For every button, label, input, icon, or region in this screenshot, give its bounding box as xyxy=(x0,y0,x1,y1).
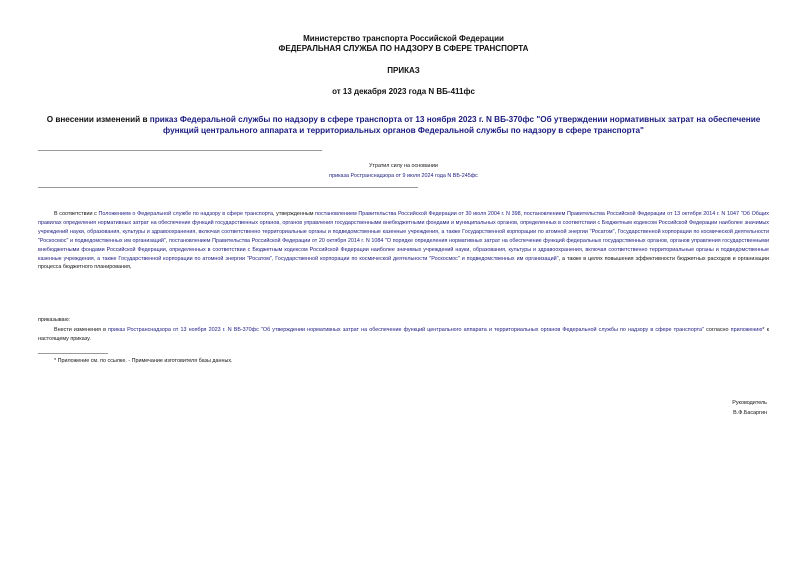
title-prefix: О внесении изменений в xyxy=(46,115,150,124)
amended-order-link[interactable]: приказ Ространснадзора от 13 ноября 2023 г. N ВБ-370фс "Об утверждении нормативных затрат на обеспечение функций центрального аппарата и территориальных органов Федеральной службы по надзору в сфере транспорта" xyxy=(108,327,704,333)
decree-398-link[interactable]: постановлением Правительства Российской Федерации от 30 июля 2004 г. N 398 xyxy=(315,211,521,217)
preamble-text-1: В соответствии с xyxy=(54,211,99,217)
preamble-text-4: , xyxy=(165,237,169,244)
preamble-text-3: , xyxy=(520,211,524,217)
document-title xyxy=(30,114,777,136)
decree-1084-link[interactable]: постановлением Правительства Российской Федерации от 20 октября 2014 г. N 1084 "О порядке определения нормативных затрат на обеспечение функций федеральных государственных органов, органов управления государственными внебюджетными фондами Российской Федерации, определенных в соответствии с Бюджетным кодексом Российской Федерации наиболее значимых учреждений науки, образования, культуры и здравоохранения, включая соответственно территориальные органы и подведомственные казенные учреждения, а также Государственной корпорации по атомной энергии "Росатом", Государственной корпорации по космической деятельности "Роскосмос" и подведомственных им организаций" xyxy=(38,237,769,262)
status-note: Утратил силу на основании xyxy=(369,163,438,169)
title-order-link[interactable]: приказ Федеральной службы по надзору в сфере транспорта от 13 ноября 2023 г. N ВБ-370фс "Об утверждении нормативных затрат на обеспечение функций центрального аппарата и территориальных органов Федеральной службы по надзору в сфере транспорта" xyxy=(149,115,761,135)
divider-top xyxy=(38,150,322,151)
decree-1047-link[interactable]: постановлением Правительства Российской Федерации от 13 октября 2014 г. N 1047 "Об Общих правилах определения нормативных затрат на обеспечение функций государственных органов, органов управления государственными внебюджетными фондами и муниципальных органов, определенных в соответствии с Бюджетным кодексом Российской Федерации наиболее значимых учреждений науки, образования, культуры и здравоохранения, включая соответственно территориальные органы и подведомственные казенные учреждения, а также Государственной корпорации по атомной энергии "Росатом", Государственной корпорации по космической деятельности "Роскосмос" и подведомственных им организаций" xyxy=(38,211,769,244)
status-link-line xyxy=(0,172,807,181)
order-text-1: Внести изменения в xyxy=(54,327,109,333)
preamble-text-2: , утвержденным xyxy=(272,211,316,217)
order-word: приказываю: xyxy=(38,317,71,323)
signatory-name: В.Ф.Басаргин xyxy=(733,410,767,416)
signatory-position: Руководитель xyxy=(732,400,767,406)
ministry-name: Министерство транспорта Российской Федерации xyxy=(303,34,504,43)
preamble-paragraph xyxy=(38,210,769,272)
footnote-divider xyxy=(38,353,108,354)
document-date-number: от 13 декабря 2023 года N ВБ-411фс xyxy=(332,87,475,96)
document-type: ПРИКАЗ xyxy=(387,66,420,75)
order-text-3: * к настоящему приказу. xyxy=(38,327,769,342)
order-paragraph xyxy=(38,326,769,344)
service-name: ФЕДЕРАЛЬНАЯ СЛУЖБА ПО НАДЗОРУ В СФЕРЕ ТРАНСПОРТА xyxy=(278,44,529,53)
order-text-2: согласно xyxy=(703,327,731,333)
footnote-text: * Приложение см. по ссылке. - Примечание изготовителя базы данных. xyxy=(54,358,233,364)
repeal-order-link[interactable]: приказа Ространснадзора от 9 июля 2024 года N ВБ-245фс xyxy=(329,173,478,179)
divider-status xyxy=(38,187,418,188)
regulation-link[interactable]: Положением о Федеральной службе по надзору в сфере транспорта xyxy=(98,211,273,217)
preamble-text-5: , а также в целях повышения эффективности бюджетных расходов и организации процесса бюджетного планирования, xyxy=(38,255,769,271)
appendix-link[interactable]: приложению xyxy=(730,327,763,333)
